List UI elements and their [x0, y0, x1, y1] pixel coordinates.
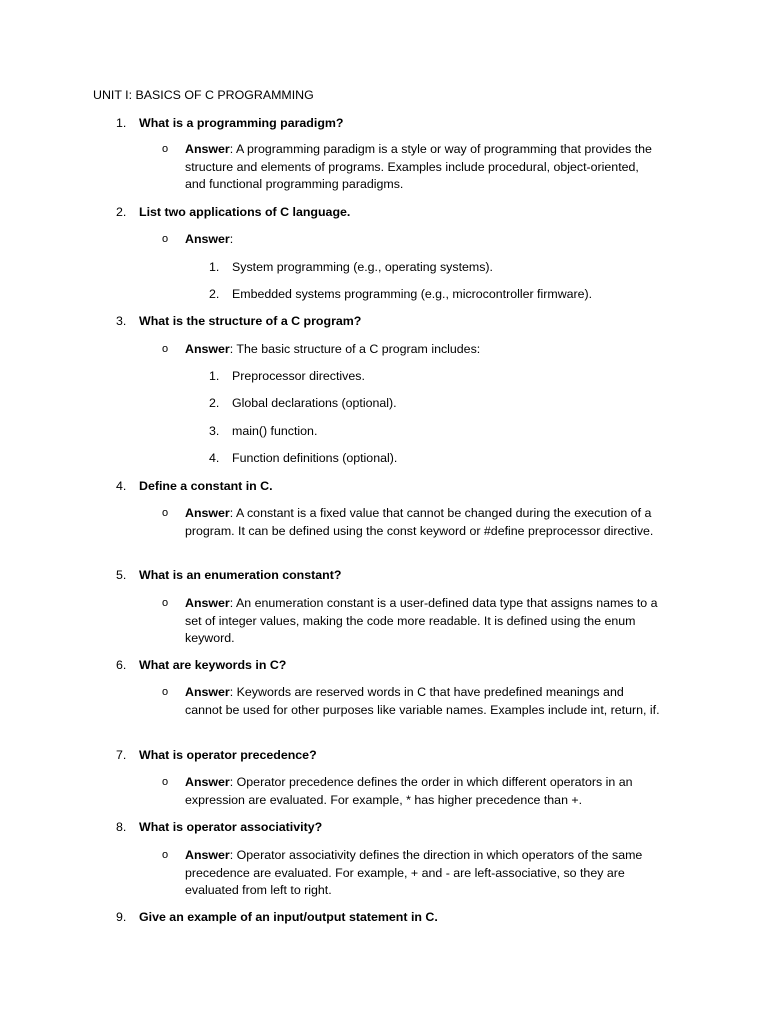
answer-text: : An enumeration constant is a user-defined data type that assigns names to a set of integer values, making the code more readable. It is defined using the enum keyword. [185, 596, 658, 645]
list-item [209, 395, 659, 413]
list-item-text: Preprocessor directives. [232, 369, 365, 383]
list-item-number: 2. [209, 287, 220, 301]
answer-body [185, 684, 662, 719]
answer-body [185, 231, 662, 249]
answer-4 [162, 505, 662, 540]
answer-body [185, 141, 662, 194]
answer-body [185, 774, 662, 809]
answer-6 [162, 684, 662, 719]
question-number: 3. [116, 314, 127, 328]
question-number: 6. [116, 658, 127, 672]
answer-2 [162, 231, 662, 249]
list-item-number: 2. [209, 396, 220, 410]
list-item-text: main() function. [232, 424, 318, 438]
list-item-text: System programming (e.g., operating systems). [232, 260, 493, 274]
answer-body [185, 505, 662, 540]
question-number: 8. [116, 820, 127, 834]
question-number: 4. [116, 479, 127, 493]
answer-text: : Keywords are reserved words in C that have predefined meanings and cannot be used for other purposes like variable names. Examples include int, return, if. [185, 685, 660, 717]
question-9 [116, 909, 676, 927]
question-number: 2. [116, 205, 127, 219]
answer-text: : Operator associativity defines the direction in which operators of the same precedence are evaluated. For example, + and - are left-associative, so they are evaluated from left to right. [185, 848, 643, 897]
list-item-text: Embedded systems programming (e.g., microcontroller firmware). [232, 287, 593, 301]
bullet-circle-icon: o [162, 143, 169, 155]
question-2 [116, 204, 676, 222]
question-7 [116, 747, 676, 765]
bullet-circle-icon: o [162, 849, 169, 861]
list-item-text: Function definitions (optional). [232, 451, 398, 465]
answer-body [185, 341, 662, 359]
question-text: What are keywords in C? [139, 658, 287, 672]
answer-text: : The basic structure of a C program includes: [229, 342, 481, 356]
answer-text: : A programming paradigm is a style or way of programming that provides the structure and elements of programs. Examples include procedural, object-oriented, and functional programming paradigms. [185, 142, 652, 191]
question-number: 7. [116, 748, 127, 762]
question-6 [116, 657, 676, 675]
answer-3 [162, 341, 662, 359]
question-text: What is a programming paradigm? [139, 116, 344, 130]
answer-label: Answer [185, 342, 230, 356]
answer-8 [162, 847, 662, 900]
list-item-number: 1. [209, 260, 220, 274]
bullet-circle-icon: o [162, 597, 169, 609]
answer-label: Answer [185, 685, 230, 699]
list-item [209, 423, 659, 441]
bullet-circle-icon: o [162, 686, 169, 698]
answer-label: Answer [185, 142, 230, 156]
question-number: 5. [116, 568, 127, 582]
question-8 [116, 819, 676, 837]
answer-body [185, 595, 662, 648]
list-item [209, 368, 659, 386]
list-item-number: 1. [209, 369, 220, 383]
answer-text: : A constant is a fixed value that cannot be changed during the execution of a program. It can be defined using the const keyword or #define preprocessor directive. [185, 506, 654, 538]
question-text: List two applications of C language. [139, 205, 351, 219]
bullet-circle-icon: o [162, 233, 169, 245]
list-item [209, 259, 659, 277]
answer-text: : [229, 232, 234, 246]
answer-label: Answer [185, 848, 230, 862]
bullet-circle-icon: o [162, 343, 169, 355]
answer-label: Answer [185, 775, 230, 789]
question-1 [116, 115, 676, 133]
answer-text: : Operator precedence defines the order in which different operators in an expression are evaluated. For example, * has higher precedence than +. [185, 775, 633, 807]
question-text: What is the structure of a C program? [139, 314, 362, 328]
question-3 [116, 313, 676, 331]
question-text: Define a constant in C. [139, 479, 273, 493]
question-number: 9. [116, 910, 127, 924]
list-item-number: 3. [209, 424, 220, 438]
answer-7 [162, 774, 662, 809]
unit-title: UNIT I: BASICS OF C PROGRAMMING [93, 88, 314, 102]
answer-body [185, 847, 662, 900]
question-number: 1. [116, 116, 127, 130]
question-text: Give an example of an input/output statement in C. [139, 910, 438, 924]
list-item [209, 450, 659, 468]
answer-1 [162, 141, 662, 194]
answer-label: Answer [185, 596, 230, 610]
question-4 [116, 478, 676, 496]
answer-5 [162, 595, 662, 648]
list-item [209, 286, 659, 304]
question-text: What is operator precedence? [139, 748, 317, 762]
question-text: What is operator associativity? [139, 820, 323, 834]
list-item-text: Global declarations (optional). [232, 396, 397, 410]
bullet-circle-icon: o [162, 776, 169, 788]
question-text: What is an enumeration constant? [139, 568, 342, 582]
answer-label: Answer [185, 506, 230, 520]
answer-label: Answer [185, 232, 230, 246]
question-5 [116, 567, 676, 585]
bullet-circle-icon: o [162, 507, 169, 519]
list-item-number: 4. [209, 451, 220, 465]
